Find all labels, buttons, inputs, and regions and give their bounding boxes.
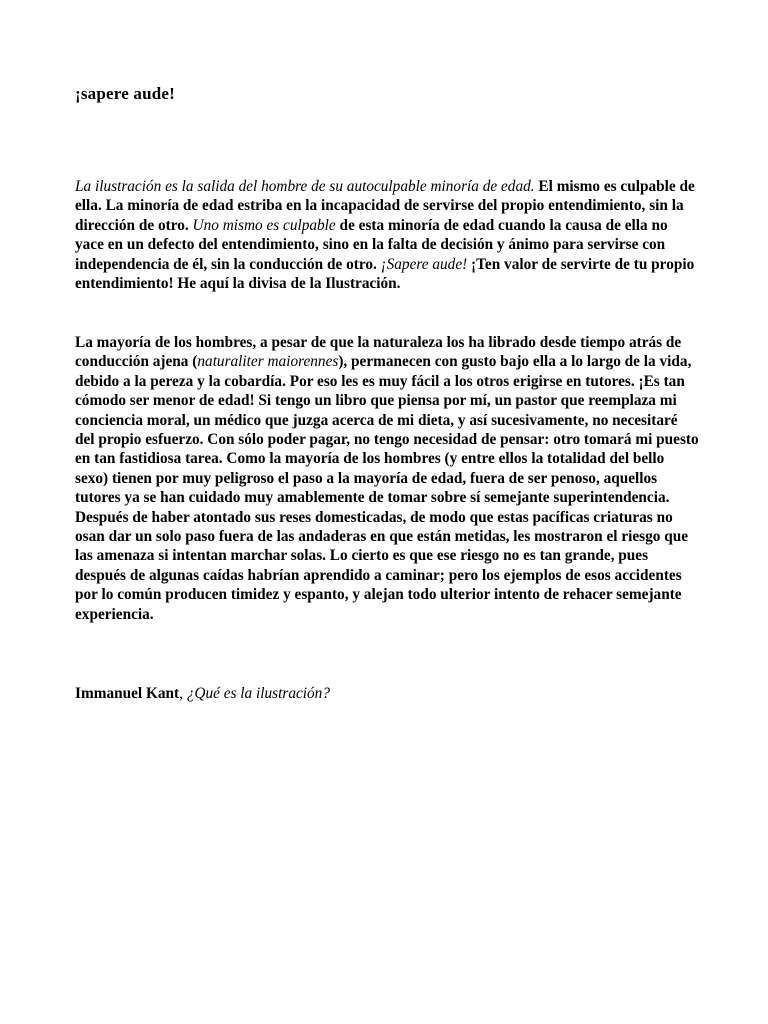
paragraph-1-italic-b: Uno mismo es culpable [192, 216, 336, 234]
paragraph-2-text-c: ), permanecen con gusto bajo ella a lo largo de la vida, debido a la pereza y la cobardía. Por eso les es muy fácil a los otros erigirse en tutores. ¡Es tan cómodo ser menor de edad! Si tengo un libro que piensa por mí, un pastor que reemplaza mi conciencia moral, un médico que juzga acerca de mi dieta, y así sucesivamente, no necesitaré del propio esfuerzo. Con sólo poder pagar, no tengo necesidad de pensar: otro tomará mi puesto en tan fastidiosa tarea. Como la mayoría de los hombres (y entre ellos la totalidad del bello sexo) tienen por muy peligroso el paso a la mayoría de edad, fuera de ser penoso, aquellos tutores ya se han cuidado muy amablemente de tomar sobre sí semejante superintendencia. Después de haber atontado sus reses domesticadas, de modo que estas pacíficas criaturas no osan dar un solo paso fuera de las andaderas en que están metidas, les mostraron el riesgo que las amenaza si intentan marchar solas. Lo cierto es que ese riesgo no es tan grande, pues después de algunas caídas habrían aprendido a caminar; pero los ejemplos de esos accidentes por lo común producen timidez y espanto, y alejan todo ulterior intento de rehacer semejante experiencia. [75, 353, 699, 623]
paragraph-2 [75, 333, 700, 624]
paragraph-1-text-e: ¡Ten valor de servirte de tu propio entendimiento! He aquí la divisa de la Ilustración. [75, 255, 695, 293]
attribution-work: ¿Qué es la ilustración? [186, 685, 330, 702]
paragraph-1 [75, 177, 700, 293]
paragraph-1-text-c: de esta minoría de edad cuando la causa de ella no yace en un defecto del entendimiento, sino en la falta de decisión y ánimo para servirse con independencia de él, sin la conducción de otro. [75, 216, 668, 273]
attribution [75, 684, 330, 703]
paragraph-1-italic-opening: La ilustración es la salida del hombre de su autoculpable minoría de edad. [75, 178, 535, 195]
attribution-author: Immanuel Kant [75, 685, 180, 702]
paragraph-1-italic-d: ¡Sapere aude! [380, 255, 468, 273]
paragraph-1-text-a: El mismo es culpable de ella. La minoría de edad estriba en la incapacidad de servirse del propio entendimiento, sin la dirección de otro. [75, 178, 695, 234]
paragraph-2-italic-b: naturaliter maiorennes [197, 353, 339, 371]
page-title: ¡sapere aude! [75, 84, 176, 103]
attribution-separator: , [179, 685, 187, 702]
paragraph-2-text-a: La mayoría de los hombres, a pesar de que la naturaleza los ha librado desde tiempo atrás de conducción ajena ( [75, 334, 682, 371]
